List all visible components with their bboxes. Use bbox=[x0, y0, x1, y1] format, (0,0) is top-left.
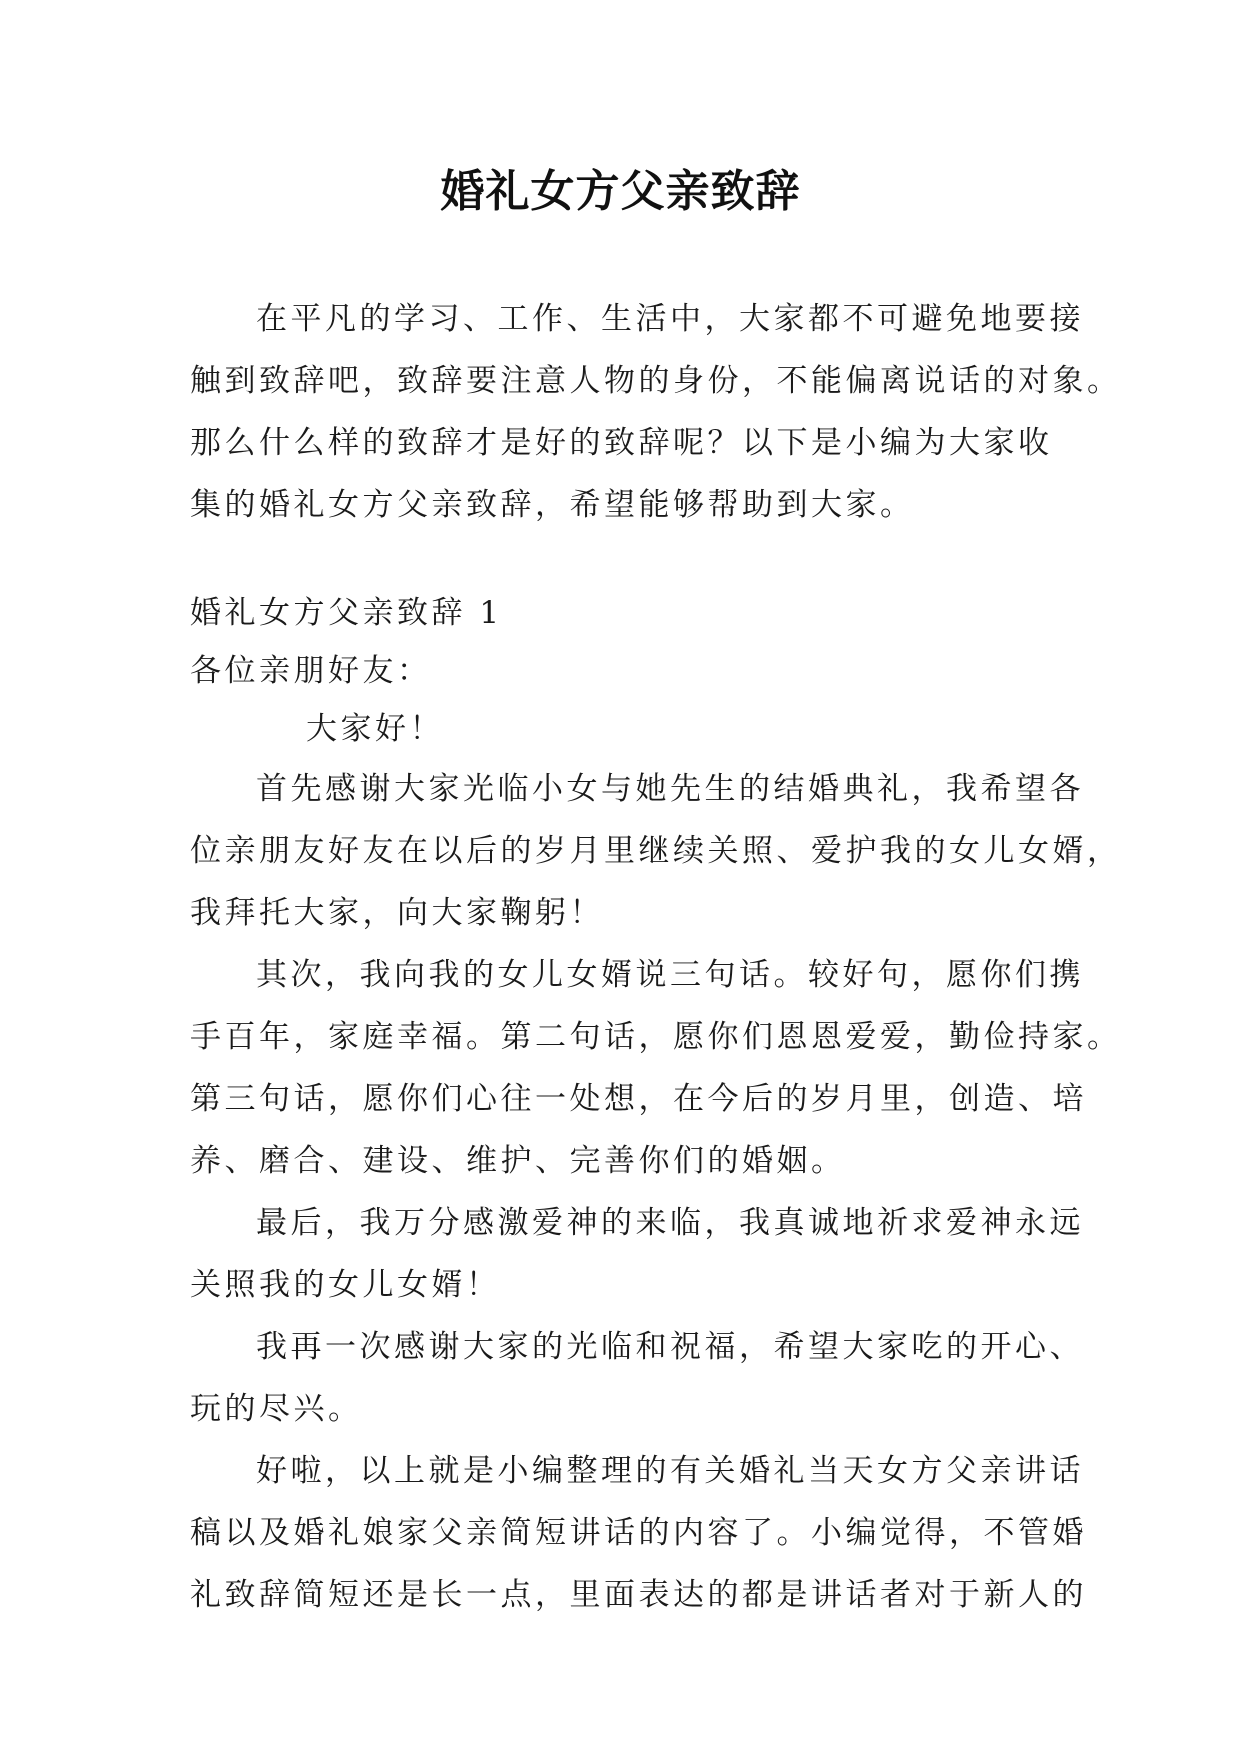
section-heading: 婚礼女方父亲致辞 1 bbox=[190, 595, 503, 631]
document-body bbox=[190, 288, 1122, 1626]
spacer bbox=[190, 536, 1060, 584]
text-line: 第三句话，愿你们心往一处想，在今后的岁月里，创造、培 bbox=[190, 1081, 1087, 1117]
salutation: 各位亲朋好友： bbox=[190, 653, 432, 689]
text-line: 其次，我向我的女儿女婿说三句话。较好句，愿你们携 bbox=[256, 957, 1084, 993]
text-line: 触到致辞吧，致辞要注意人物的身份，不能偏离说话的对象。 bbox=[190, 363, 1122, 399]
text-line: 那么什么样的致辞才是好的致辞呢？以下是小编为大家收 bbox=[190, 425, 1053, 461]
paragraph-editor-note bbox=[190, 1440, 1087, 1626]
paragraph-three-sentences bbox=[190, 944, 1122, 1192]
text-line: 最后，我万分感激爱神的来临，我真诚地祈求爱神永远 bbox=[256, 1205, 1084, 1241]
text-line: 礼致辞简短还是长一点，里面表达的都是讲话者对于新人的 bbox=[190, 1577, 1087, 1613]
greeting: 大家好！ bbox=[306, 711, 444, 747]
paragraph-finally bbox=[190, 1192, 1084, 1316]
text-line: 在平凡的学习、工作、生活中，大家都不可避免地要接 bbox=[256, 301, 1084, 337]
text-line: 集的婚礼女方父亲致辞，希望能够帮助到大家。 bbox=[190, 487, 915, 523]
text-line: 首先感谢大家光临小女与她先生的结婚典礼，我希望各 bbox=[256, 771, 1084, 807]
document-title: 婚礼女方父亲致辞 bbox=[440, 166, 801, 217]
text-line: 稿以及婚礼娘家父亲简短讲话的内容了。小编觉得，不管婚 bbox=[190, 1515, 1087, 1551]
text-line: 玩的尽兴。 bbox=[190, 1391, 363, 1427]
text-line: 关照我的女儿女婿！ bbox=[190, 1267, 501, 1303]
text-line: 手百年，家庭幸福。第二句话，愿你们恩恩爱爱，勤俭持家。 bbox=[190, 1019, 1122, 1055]
text-line: 位亲朋友好友在以后的岁月里继续关照、爱护我的女儿女婿， bbox=[190, 833, 1122, 869]
paragraph-thanks-again bbox=[190, 1316, 1084, 1440]
paragraph-thanks bbox=[190, 758, 1122, 944]
text-line: 我拜托大家，向大家鞠躬！ bbox=[190, 895, 604, 931]
text-line: 养、磨合、建设、维护、完善你们的婚姻。 bbox=[190, 1143, 846, 1179]
intro-paragraph bbox=[190, 288, 1122, 536]
text-line: 好啦，以上就是小编整理的有关婚礼当天女方父亲讲话 bbox=[256, 1453, 1084, 1489]
text-line: 我再一次感谢大家的光临和祝福，希望大家吃的开心、 bbox=[256, 1329, 1084, 1365]
